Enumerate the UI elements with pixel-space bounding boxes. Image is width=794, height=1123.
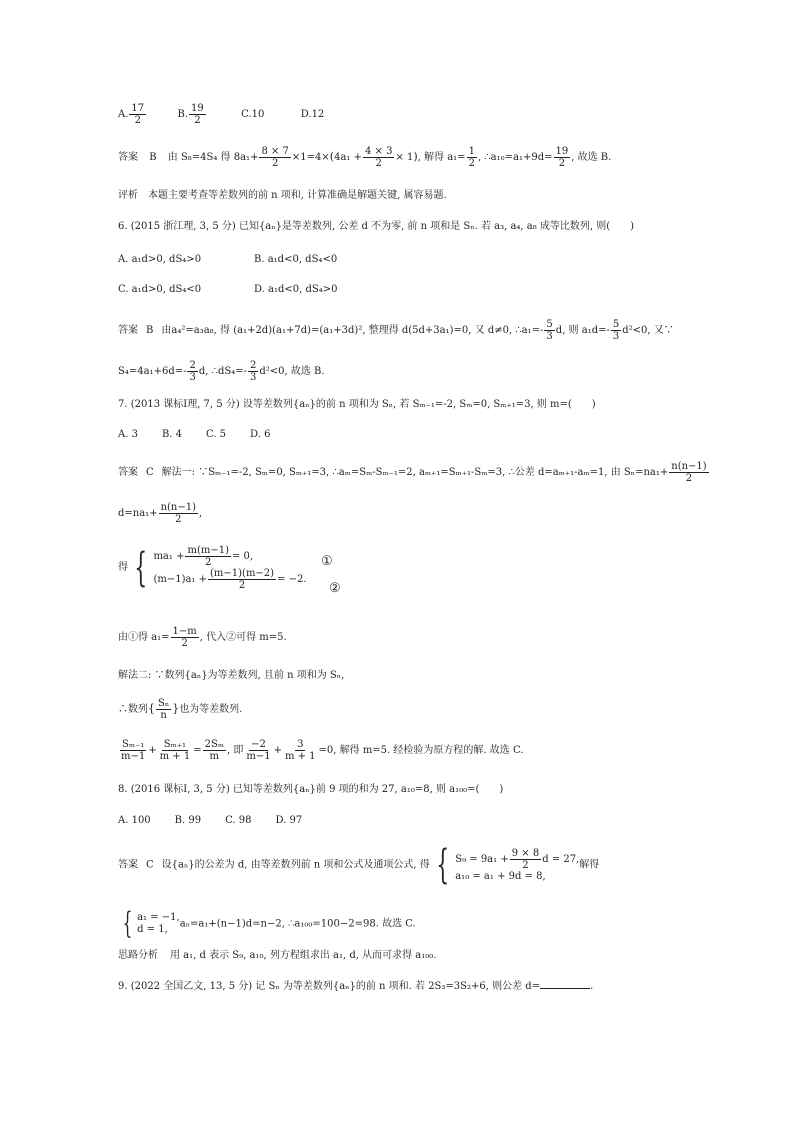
q8-options xyxy=(118,815,302,827)
q7-opt-a: A. 3 xyxy=(118,429,138,440)
q7-method2-eq: $\frac{\text{Sₘ₋₁}}{m-1}$ + $\frac{\text{Sₘ₊₁}}{m + 1}$ = $\frac{\text{2Sₘ}}{m}$ , 即 $\frac{-2}{m-1}$ + $\frac{3}{m + 1}$ =0, 解得 m=5. 经检验为原方程的解. 故选 C. xyxy=(121,739,524,762)
q6-opt-a: A. a₁d>0, dS₄>0 xyxy=(118,254,202,265)
q8-opt-d: D. 97 xyxy=(275,815,303,826)
q8-stem: 8. (2016 课标Ⅰ, 3, 5 分) 已知等差数列{aₙ}前 9 项的和为 27, a₁₀=8, 则 a₁₀₀=( ) xyxy=(118,784,504,795)
q7-answer-cont: d=na₁+ $\frac{n(n-1)}{2}$ , xyxy=(118,502,203,525)
circle-one-marker: ① xyxy=(321,554,333,569)
q5-opt-b: B. $\frac{19}{2}$ xyxy=(177,103,204,126)
q7-result: 由①得 a₁= $\frac{1-m}{2}$ , 代入②可得 m=5. xyxy=(118,626,287,649)
q7-stem: 7. (2013 课标Ⅰ理, 7, 5 分) 设等差数列{aₙ}的前 n 项和为 Sₙ, 若 Sₘ₋₁=-2, Sₘ=0, Sₘ₊₁=3, 则 m=( ) xyxy=(118,399,596,410)
q7-method2-seq: ∴数列{ $\frac{\text{Sₙ}}{n}$ }也为等差数列. xyxy=(118,698,243,721)
q7-answer: 答案 C 解法一: ∵Sₘ₋₁=-2, Sₘ=0, Sₘ₊₁=3, ∴aₘ=Sₘ-Sₘ₋₁=2, aₘ₊₁=Sₘ₊₁-Sₘ=3, ∴公差 d=aₘ₊₁-aₘ=1, 由 Sₙ=na₁+ $\frac{n(n-1)}{2}$ xyxy=(118,461,707,484)
q8-answer: 答案 C 设{aₙ}的公差为 d, 由等差数列前 n 项和公式及通项公式, 得 { S₉ = 9a₁ + $\frac{9 \times 8}{2}$ d = 27, a₁₀ = a₁ + 9d = 8, 解得 xyxy=(118,842,600,888)
review-label: 评析 xyxy=(118,190,138,201)
q8-opt-c: C. 98 xyxy=(225,815,252,826)
q7-opt-d: D. 6 xyxy=(250,429,271,440)
idea-label: 思路分析 xyxy=(118,950,158,961)
q7-method2: 解法二: ∵数列{aₙ}为等差数列, 且前 n 项和为 Sₙ, xyxy=(118,670,345,681)
q6-opt-d: D. a₁d<0, dS₄>0 xyxy=(254,284,338,295)
q6-answer: 答案 B 由a₄²=a₃a₈, 得 (a₁+2d)(a₁+7d)=(a₁+3d)², 整理得 d(5d+3a₁)=0, 又 d≠0, ∴a₁=- $\frac{5}{3}$ d, 则 a₁d=- $\frac{5}{3}$ d²<0, 又∵ xyxy=(118,319,674,342)
answer-blank[interactable] xyxy=(540,988,590,989)
q5-opt-c: C.10 xyxy=(241,109,265,120)
answer-label: 答案 xyxy=(118,152,138,163)
answer-label: 答案 xyxy=(118,325,138,336)
q5-opt-d: D.12 xyxy=(300,109,325,120)
q8-opt-b: B. 99 xyxy=(174,815,202,826)
q9-stem: 9. (2022 全国乙文, 13, 5 分) 记 Sₙ 为等差数列{aₙ}的前 n 项和. 若 2S₃=3S₂+6, 则公差 d= . xyxy=(118,981,594,992)
q7-opt-c: C. 5 xyxy=(206,429,227,440)
q7-opt-b: B. 4 xyxy=(161,429,183,440)
q6-opt-b: B. a₁d<0, dS₄<0 xyxy=(254,254,338,265)
q6-opt-c: C. a₁d>0, dS₄<0 xyxy=(118,284,202,295)
circle-two-marker: ② xyxy=(329,581,341,596)
q7-options xyxy=(118,429,270,441)
q6-answer-cont: S₄=4a₁+6d=- $\frac{2}{3}$ d, ∴dS₄=- $\frac{2}{3}$ d²<0, 故选 B. xyxy=(118,360,325,383)
q7-system: 得 { ma₁ + $\frac{m(m-1)}{2}$ = 0, (m−1)a₁ + $\frac{(m-1)(m-2)}{2}$ = −2. xyxy=(118,545,307,591)
answer-label: 答案 xyxy=(118,859,138,871)
q8-idea: 思路分析 用 a₁, d 表示 S₉, a₁₀, 列方程组求出 a₁, d, 从而可求得 a₁₀₀. xyxy=(118,950,437,961)
q5-opt-a: A. $\frac{17}{2}$ xyxy=(118,103,145,126)
q5-options xyxy=(118,103,324,126)
q5-review: 评析 本题主要考查等差数列的前 n 项和, 计算准确是解题关键, 属容易题. xyxy=(118,190,447,201)
answer-label: 答案 xyxy=(118,467,138,478)
q8-opt-a: A. 100 xyxy=(118,815,151,826)
q8-result: { a₁ = −1, d = 1, aₙ=a₁+(n−1)d=n−2, ∴a₁₀₀=100−2=98. 故选 C. xyxy=(122,906,416,941)
q5-answer: 答案 B 由 S₈=4S₄ 得 8a₁+ $\frac{8 \times 7}{2}$ ×1=4×(4a₁ + $\frac{4 \times 3}{2}$ × 1), 解得 a₁= $\frac{1}{2}$ , ∴a₁₀=a₁+9d= $\frac{19}{2}$ , 故选 B. xyxy=(118,146,612,169)
q6-stem: 6. (2015 浙江理, 3, 5 分) 已知{aₙ}是等差数列, 公差 d 不为零, 前 n 项和是 Sₙ. 若 a₃, a₄, a₈ 成等比数列, 则( ) xyxy=(118,221,635,232)
